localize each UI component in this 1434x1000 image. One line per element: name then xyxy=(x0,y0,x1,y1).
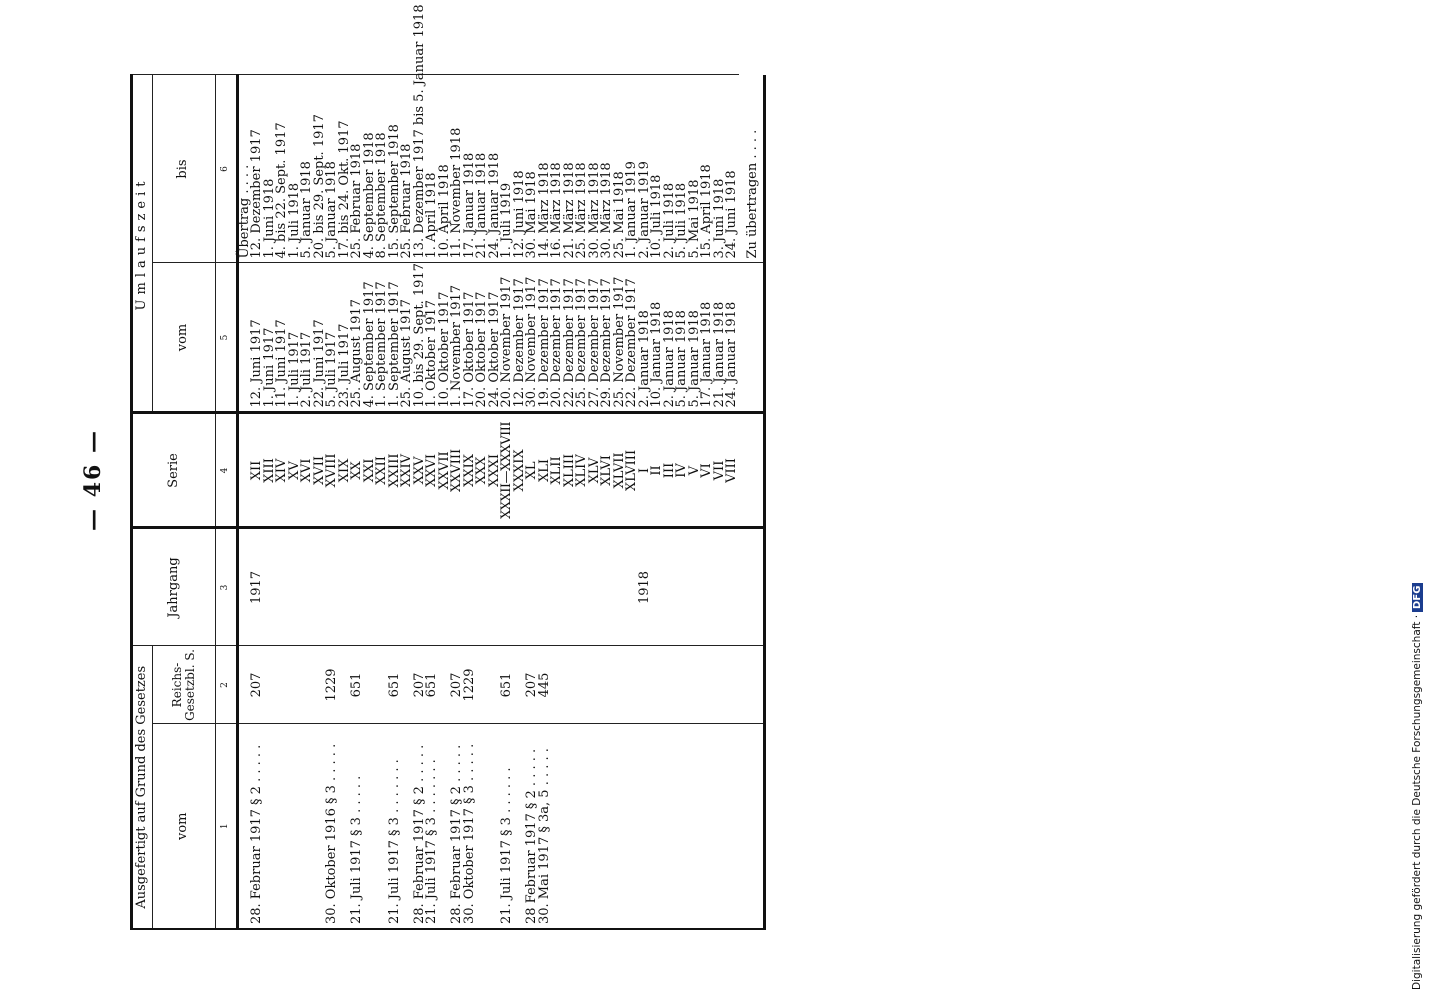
row-jahrgang xyxy=(589,528,602,646)
row-serie: XXVIII xyxy=(451,413,464,528)
header-group-right: Umlaufszeit xyxy=(132,75,153,413)
row-gesetz-vom xyxy=(301,724,314,929)
row-gesetz-vom xyxy=(289,724,302,929)
row-reichsgesetzblatt xyxy=(639,646,652,724)
row-umlauf-vom: 23. Juli 1917 xyxy=(339,263,352,413)
row-umlauf-vom: 21. Januar 1918 xyxy=(714,263,727,413)
row-umlauf-vom: 20. November 1917 xyxy=(501,263,514,413)
row-serie: XLIV xyxy=(576,413,589,528)
row-serie: XLVIII xyxy=(626,413,639,528)
row-jahrgang xyxy=(351,528,364,646)
row-umlauf-bis: 25. Februar 1918 xyxy=(401,75,414,263)
row-jahrgang xyxy=(714,528,727,646)
row-gesetz-vom: 28. Februar 1917 § 2 . . . . . xyxy=(251,724,264,929)
row-jahrgang xyxy=(526,528,539,646)
row-reichsgesetzblatt xyxy=(576,646,589,724)
row-umlauf-vom: 5. Januar 1918 xyxy=(689,263,702,413)
row-reichsgesetzblatt xyxy=(564,646,577,724)
colnum-5: 5 xyxy=(215,263,237,413)
row-serie: XLI xyxy=(539,413,552,528)
row-umlauf-vom: 2. Juli 1917 xyxy=(301,263,314,413)
row-umlauf-bis: 1. April 1918 xyxy=(426,75,439,263)
row-gesetz-vom xyxy=(639,724,652,929)
row-umlauf-vom: 12. Dezember 1917 xyxy=(514,263,527,413)
row-umlauf-bis: 3. Juni 1918 xyxy=(714,75,727,263)
table-body xyxy=(236,4,739,929)
row-gesetz-vom: 21. Juli 1917 § 3 . . . . . . . xyxy=(426,724,439,929)
row-umlauf-vom: 25. August 1917 xyxy=(351,263,364,413)
row-umlauf-vom: 22. Juni 1917 xyxy=(314,263,327,413)
header-rgb: Reichs-Gesetzbl. S. xyxy=(152,646,215,724)
row-umlauf-vom: 25. Dezember 1917 xyxy=(576,263,589,413)
carry-over-row xyxy=(739,75,765,929)
header-vom2: vom xyxy=(152,263,215,413)
row-gesetz-vom: 28. Februar 1917 § 2 . . . . . xyxy=(451,724,464,929)
row-gesetz-vom xyxy=(651,724,664,929)
row-serie: XXXI xyxy=(489,413,502,528)
row-reichsgesetzblatt xyxy=(301,646,314,724)
row-reichsgesetzblatt: 651 xyxy=(389,646,402,724)
row-serie: XXIV xyxy=(401,413,414,528)
row-serie: XIII xyxy=(264,413,277,528)
row-umlauf-bis: 25. Mai 1918 xyxy=(614,75,627,263)
row-serie: VII xyxy=(714,413,727,528)
row-reichsgesetzblatt xyxy=(626,646,639,724)
page-number: — 46 — xyxy=(80,429,106,531)
row-gesetz-vom xyxy=(576,724,589,929)
row-umlauf-bis: 1. Juli 1919 xyxy=(501,75,514,263)
row-gesetz-vom: 21. Juli 1917 § 3 . . . . . . xyxy=(501,724,514,929)
row-jahrgang xyxy=(314,528,327,646)
row-umlauf-bis: 21. März 1918 xyxy=(564,75,577,263)
row-serie: XV xyxy=(289,413,302,528)
row-gesetz-vom xyxy=(726,724,739,929)
row-gesetz-vom xyxy=(564,724,577,929)
row-jahrgang xyxy=(364,528,377,646)
row-umlauf-vom: 25. November 1917 xyxy=(614,263,627,413)
row-serie: XXX xyxy=(476,413,489,528)
row-umlauf-vom: 27. Dezember 1917 xyxy=(589,263,602,413)
row-reichsgesetzblatt xyxy=(364,646,377,724)
row-serie: XLIII xyxy=(564,413,577,528)
row-jahrgang xyxy=(501,528,514,646)
row-serie: XXIX xyxy=(464,413,477,528)
row-gesetz-vom xyxy=(714,724,727,929)
row-serie: XIX xyxy=(339,413,352,528)
row-jahrgang xyxy=(701,528,714,646)
row-jahrgang xyxy=(464,528,477,646)
row-umlauf-vom: 5. Januar 1918 xyxy=(676,263,689,413)
row-serie: II xyxy=(651,413,664,528)
row-gesetz-vom xyxy=(626,724,639,929)
row-jahrgang xyxy=(376,528,389,646)
row-umlauf-vom: 29. Dezember 1917 xyxy=(601,263,614,413)
row-umlauf-bis: 12. Juni 1918 xyxy=(514,75,527,263)
row-serie: XLII xyxy=(551,413,564,528)
row-reichsgesetzblatt xyxy=(289,646,302,724)
row-umlauf-vom: 24. Januar 1918 xyxy=(726,263,739,413)
row-gesetz-vom xyxy=(551,724,564,929)
row-umlauf-bis: 5. Januar 1918 xyxy=(326,75,339,263)
colnum-2: 2 xyxy=(215,646,237,724)
row-jahrgang xyxy=(289,528,302,646)
carry-label: Übertrag . . . . xyxy=(237,75,251,263)
row-umlauf-bis: 4. September 1918 xyxy=(364,75,377,263)
header-group-left: Ausgefertigt auf Grund des Gesetzes xyxy=(132,646,153,929)
row-umlauf-vom: 24. Oktober 1917 xyxy=(489,263,502,413)
row-jahrgang xyxy=(564,528,577,646)
row-reichsgesetzblatt xyxy=(264,646,277,724)
row-umlauf-vom: 19. Dezember 1917 xyxy=(539,263,552,413)
row-umlauf-vom: 1. Juli 1917 xyxy=(289,263,302,413)
row-reichsgesetzblatt xyxy=(601,646,614,724)
row-jahrgang xyxy=(651,528,664,646)
row-reichsgesetzblatt xyxy=(551,646,564,724)
row-serie: IV xyxy=(676,413,689,528)
row-reichsgesetzblatt xyxy=(689,646,702,724)
row-jahrgang xyxy=(414,528,427,646)
row-gesetz-vom: 30. Oktober 1917 § 3 . . . . . xyxy=(464,724,477,929)
row-umlauf-bis: 15. September 1918 xyxy=(389,75,402,263)
row-jahrgang xyxy=(614,528,627,646)
row-jahrgang xyxy=(401,528,414,646)
row-reichsgesetzblatt xyxy=(714,646,727,724)
header-jahrgang: Jahrgang xyxy=(132,528,216,646)
row-jahrgang xyxy=(301,528,314,646)
row-reichsgesetzblatt xyxy=(701,646,714,724)
row-umlauf-bis: 4. bis 22. Sept. 1917 xyxy=(276,75,289,263)
row-umlauf-vom: 20. Oktober 1917 xyxy=(476,263,489,413)
table-row xyxy=(726,75,739,929)
row-jahrgang xyxy=(326,528,339,646)
colnum-3: 3 xyxy=(215,528,237,646)
row-serie: XLV xyxy=(589,413,602,528)
row-umlauf-vom: 1. Juni 1917 xyxy=(264,263,277,413)
row-umlauf-bis: 14. März 1918 xyxy=(539,75,552,263)
row-umlauf-vom: 12. Juni 1917 xyxy=(251,263,264,413)
dfg-credit xyxy=(1406,10,1426,990)
row-umlauf-bis: 16. März 1918 xyxy=(551,75,564,263)
dfg-logo-icon: DFG xyxy=(1412,583,1423,612)
row-umlauf-vom: 22. Dezember 1917 xyxy=(564,263,577,413)
row-umlauf-bis: 13. Dezember 1917 bis 5. Januar 1918 xyxy=(414,75,427,263)
row-umlauf-bis: 2. Januar 1919 xyxy=(639,75,652,263)
row-reichsgesetzblatt: 445 xyxy=(539,646,552,724)
row-jahrgang xyxy=(601,528,614,646)
row-serie: VI xyxy=(701,413,714,528)
row-gesetz-vom xyxy=(689,724,702,929)
row-reichsgesetzblatt: 1229 xyxy=(326,646,339,724)
row-jahrgang xyxy=(426,528,439,646)
row-serie: XXV xyxy=(414,413,427,528)
row-gesetz-vom xyxy=(701,724,714,929)
header-serie: Serie xyxy=(132,413,216,528)
row-reichsgesetzblatt xyxy=(676,646,689,724)
row-umlauf-vom: 10. bis 29. Sept. 1917 xyxy=(414,263,427,413)
row-serie: VIII xyxy=(726,413,739,528)
row-serie: XXII xyxy=(376,413,389,528)
row-reichsgesetzblatt: 651 xyxy=(501,646,514,724)
table-header xyxy=(132,75,238,929)
row-umlauf-bis: 12. Dezember 1917 xyxy=(251,75,264,263)
row-jahrgang xyxy=(689,528,702,646)
row-serie: XLVI xyxy=(601,413,614,528)
dfg-credit-text: Digitalisierung gefördert durch die Deutsche Forschungsgemeinschaft · xyxy=(1411,614,1423,990)
row-umlauf-vom: 22. Dezember 1917 xyxy=(626,263,639,413)
row-umlauf-bis: 5. Mai 1918 xyxy=(689,75,702,263)
row-jahrgang xyxy=(339,528,352,646)
row-umlauf-vom: 10. Oktober 1917 xyxy=(439,263,452,413)
row-umlauf-vom: 1. Oktober 1917 xyxy=(426,263,439,413)
row-gesetz-vom: 30. Oktober 1916 § 3 . . . . . xyxy=(326,724,339,929)
row-serie: XXXII—XXXVIII xyxy=(501,413,514,528)
row-umlauf-vom: 10. Januar 1918 xyxy=(651,263,664,413)
row-umlauf-vom: 20. Dezember 1917 xyxy=(551,263,564,413)
row-jahrgang xyxy=(551,528,564,646)
colnum-6: 6 xyxy=(215,75,237,263)
row-umlauf-bis: 17. bis 24. Okt. 1917 xyxy=(339,75,352,263)
circulation-table xyxy=(130,4,766,930)
row-umlauf-bis: 20. bis 29. Sept. 1917 xyxy=(314,75,327,263)
row-umlauf-vom: 5. Juli 1917 xyxy=(326,263,339,413)
row-serie: I xyxy=(639,413,652,528)
row-jahrgang: 1918 xyxy=(639,528,652,646)
row-gesetz-vom xyxy=(676,724,689,929)
row-umlauf-vom: 1. September 1917 xyxy=(389,263,402,413)
row-reichsgesetzblatt xyxy=(726,646,739,724)
row-gesetz-vom xyxy=(614,724,627,929)
row-umlauf-vom: 2. Januar 1918 xyxy=(639,263,652,413)
row-serie: XVII xyxy=(314,413,327,528)
row-gesetz-vom: 28 Februar 1917 § 2 . . . . . xyxy=(526,724,539,929)
row-umlauf-bis: 21. Januar 1918 xyxy=(476,75,489,263)
row-serie: XVI xyxy=(301,413,314,528)
colnum-4: 4 xyxy=(215,413,237,528)
row-umlauf-vom: 4. September 1917 xyxy=(364,263,377,413)
row-reichsgesetzblatt xyxy=(651,646,664,724)
row-jahrgang: 1917 xyxy=(251,528,264,646)
row-umlauf-bis: 30. März 1918 xyxy=(589,75,602,263)
row-reichsgesetzblatt xyxy=(276,646,289,724)
row-serie: III xyxy=(664,413,677,528)
row-umlauf-vom: 17. Januar 1918 xyxy=(701,263,714,413)
row-umlauf-vom: 11. Juni 1917 xyxy=(276,263,289,413)
row-jahrgang xyxy=(264,528,277,646)
row-umlauf-bis: 24. Juni 1918 xyxy=(726,75,739,263)
row-reichsgesetzblatt: 651 xyxy=(351,646,364,724)
row-umlauf-bis: 15. April 1918 xyxy=(701,75,714,263)
row-jahrgang xyxy=(539,528,552,646)
colnum-1: 1 xyxy=(215,724,237,929)
row-serie: V xyxy=(689,413,702,528)
row-serie: XIV xyxy=(276,413,289,528)
row-jahrgang xyxy=(676,528,689,646)
row-umlauf-vom: 17. Oktober 1917 xyxy=(464,263,477,413)
row-umlauf-bis: 5. Januar 1918 xyxy=(301,75,314,263)
row-umlauf-bis: 10. Juli 1918 xyxy=(651,75,664,263)
row-jahrgang xyxy=(476,528,489,646)
row-gesetz-vom: 21. Juli 1917 § 3 . . . . . xyxy=(351,724,364,929)
row-umlauf-vom: 30. November 1917 xyxy=(526,263,539,413)
row-jahrgang xyxy=(439,528,452,646)
row-serie: XXI xyxy=(364,413,377,528)
row-umlauf-bis: 8. September 1918 xyxy=(376,75,389,263)
row-gesetz-vom xyxy=(664,724,677,929)
row-reichsgesetzblatt xyxy=(476,646,489,724)
row-umlauf-bis: 1. Juli 1918 xyxy=(289,75,302,263)
row-umlauf-vom: 2. Januar 1918 xyxy=(664,263,677,413)
row-reichsgesetzblatt: 207 xyxy=(251,646,264,724)
row-jahrgang xyxy=(664,528,677,646)
row-gesetz-vom xyxy=(476,724,489,929)
row-serie: XII xyxy=(251,413,264,528)
row-jahrgang xyxy=(514,528,527,646)
row-jahrgang xyxy=(451,528,464,646)
row-umlauf-bis: 10. April 1918 xyxy=(439,75,452,263)
row-serie: XX xyxy=(351,413,364,528)
header-vom: vom xyxy=(152,724,215,929)
row-umlauf-bis: 11. November 1918 xyxy=(451,75,464,263)
row-gesetz-vom xyxy=(601,724,614,929)
row-reichsgesetzblatt: 651 xyxy=(426,646,439,724)
row-serie: XVIII xyxy=(326,413,339,528)
row-serie: XXVII xyxy=(439,413,452,528)
row-umlauf-bis: 24. Januar 1918 xyxy=(489,75,502,263)
row-gesetz-vom xyxy=(364,724,377,929)
row-umlauf-vom: 1. September 1917 xyxy=(376,263,389,413)
header-bis: bis xyxy=(152,75,215,263)
row-serie: XXXIX xyxy=(514,413,527,528)
row-umlauf-bis: 30. Mai 1918 xyxy=(526,75,539,263)
row-jahrgang xyxy=(576,528,589,646)
row-umlauf-bis: 2. Juli 1918 xyxy=(664,75,677,263)
row-reichsgesetzblatt: 207 xyxy=(414,646,427,724)
row-umlauf-bis: 25. Februar 1918 xyxy=(351,75,364,263)
row-jahrgang xyxy=(489,528,502,646)
row-gesetz-vom xyxy=(276,724,289,929)
row-serie: XLVII xyxy=(614,413,627,528)
row-jahrgang xyxy=(276,528,289,646)
row-reichsgesetzblatt: 1229 xyxy=(464,646,477,724)
row-serie: XXIII xyxy=(389,413,402,528)
row-reichsgesetzblatt xyxy=(589,646,602,724)
row-umlauf-bis: 30. März 1918 xyxy=(601,75,614,263)
row-umlauf-vom: 25. August 1917 xyxy=(401,263,414,413)
row-umlauf-bis: 25. März 1918 xyxy=(576,75,589,263)
row-jahrgang xyxy=(726,528,739,646)
row-gesetz-vom: 30. Mai 1917 § 3a, 5 . . . . . xyxy=(539,724,552,929)
row-umlauf-bis: 5. Juli 1918 xyxy=(676,75,689,263)
row-gesetz-vom: 21. Juli 1917 § 3 . . . . . . . xyxy=(389,724,402,929)
row-umlauf-bis: 17. Januar 1918 xyxy=(464,75,477,263)
row-serie: XL xyxy=(526,413,539,528)
row-serie: XXVI xyxy=(426,413,439,528)
row-reichsgesetzblatt: 207 xyxy=(451,646,464,724)
row-gesetz-vom: 28. Februar 1917 § 2 . . . . . xyxy=(414,724,427,929)
row-jahrgang xyxy=(389,528,402,646)
carry-over-label: Zu übertragen . . . . xyxy=(744,129,760,259)
row-gesetz-vom xyxy=(264,724,277,929)
row-reichsgesetzblatt xyxy=(664,646,677,724)
row-gesetz-vom xyxy=(589,724,602,929)
row-umlauf-bis: 1. Juni 1918 xyxy=(264,75,277,263)
row-reichsgesetzblatt xyxy=(614,646,627,724)
row-reichsgesetzblatt: 207 xyxy=(526,646,539,724)
row-umlauf-vom: 1. November 1917 xyxy=(451,263,464,413)
row-umlauf-bis: 1. Januar 1919 xyxy=(626,75,639,263)
